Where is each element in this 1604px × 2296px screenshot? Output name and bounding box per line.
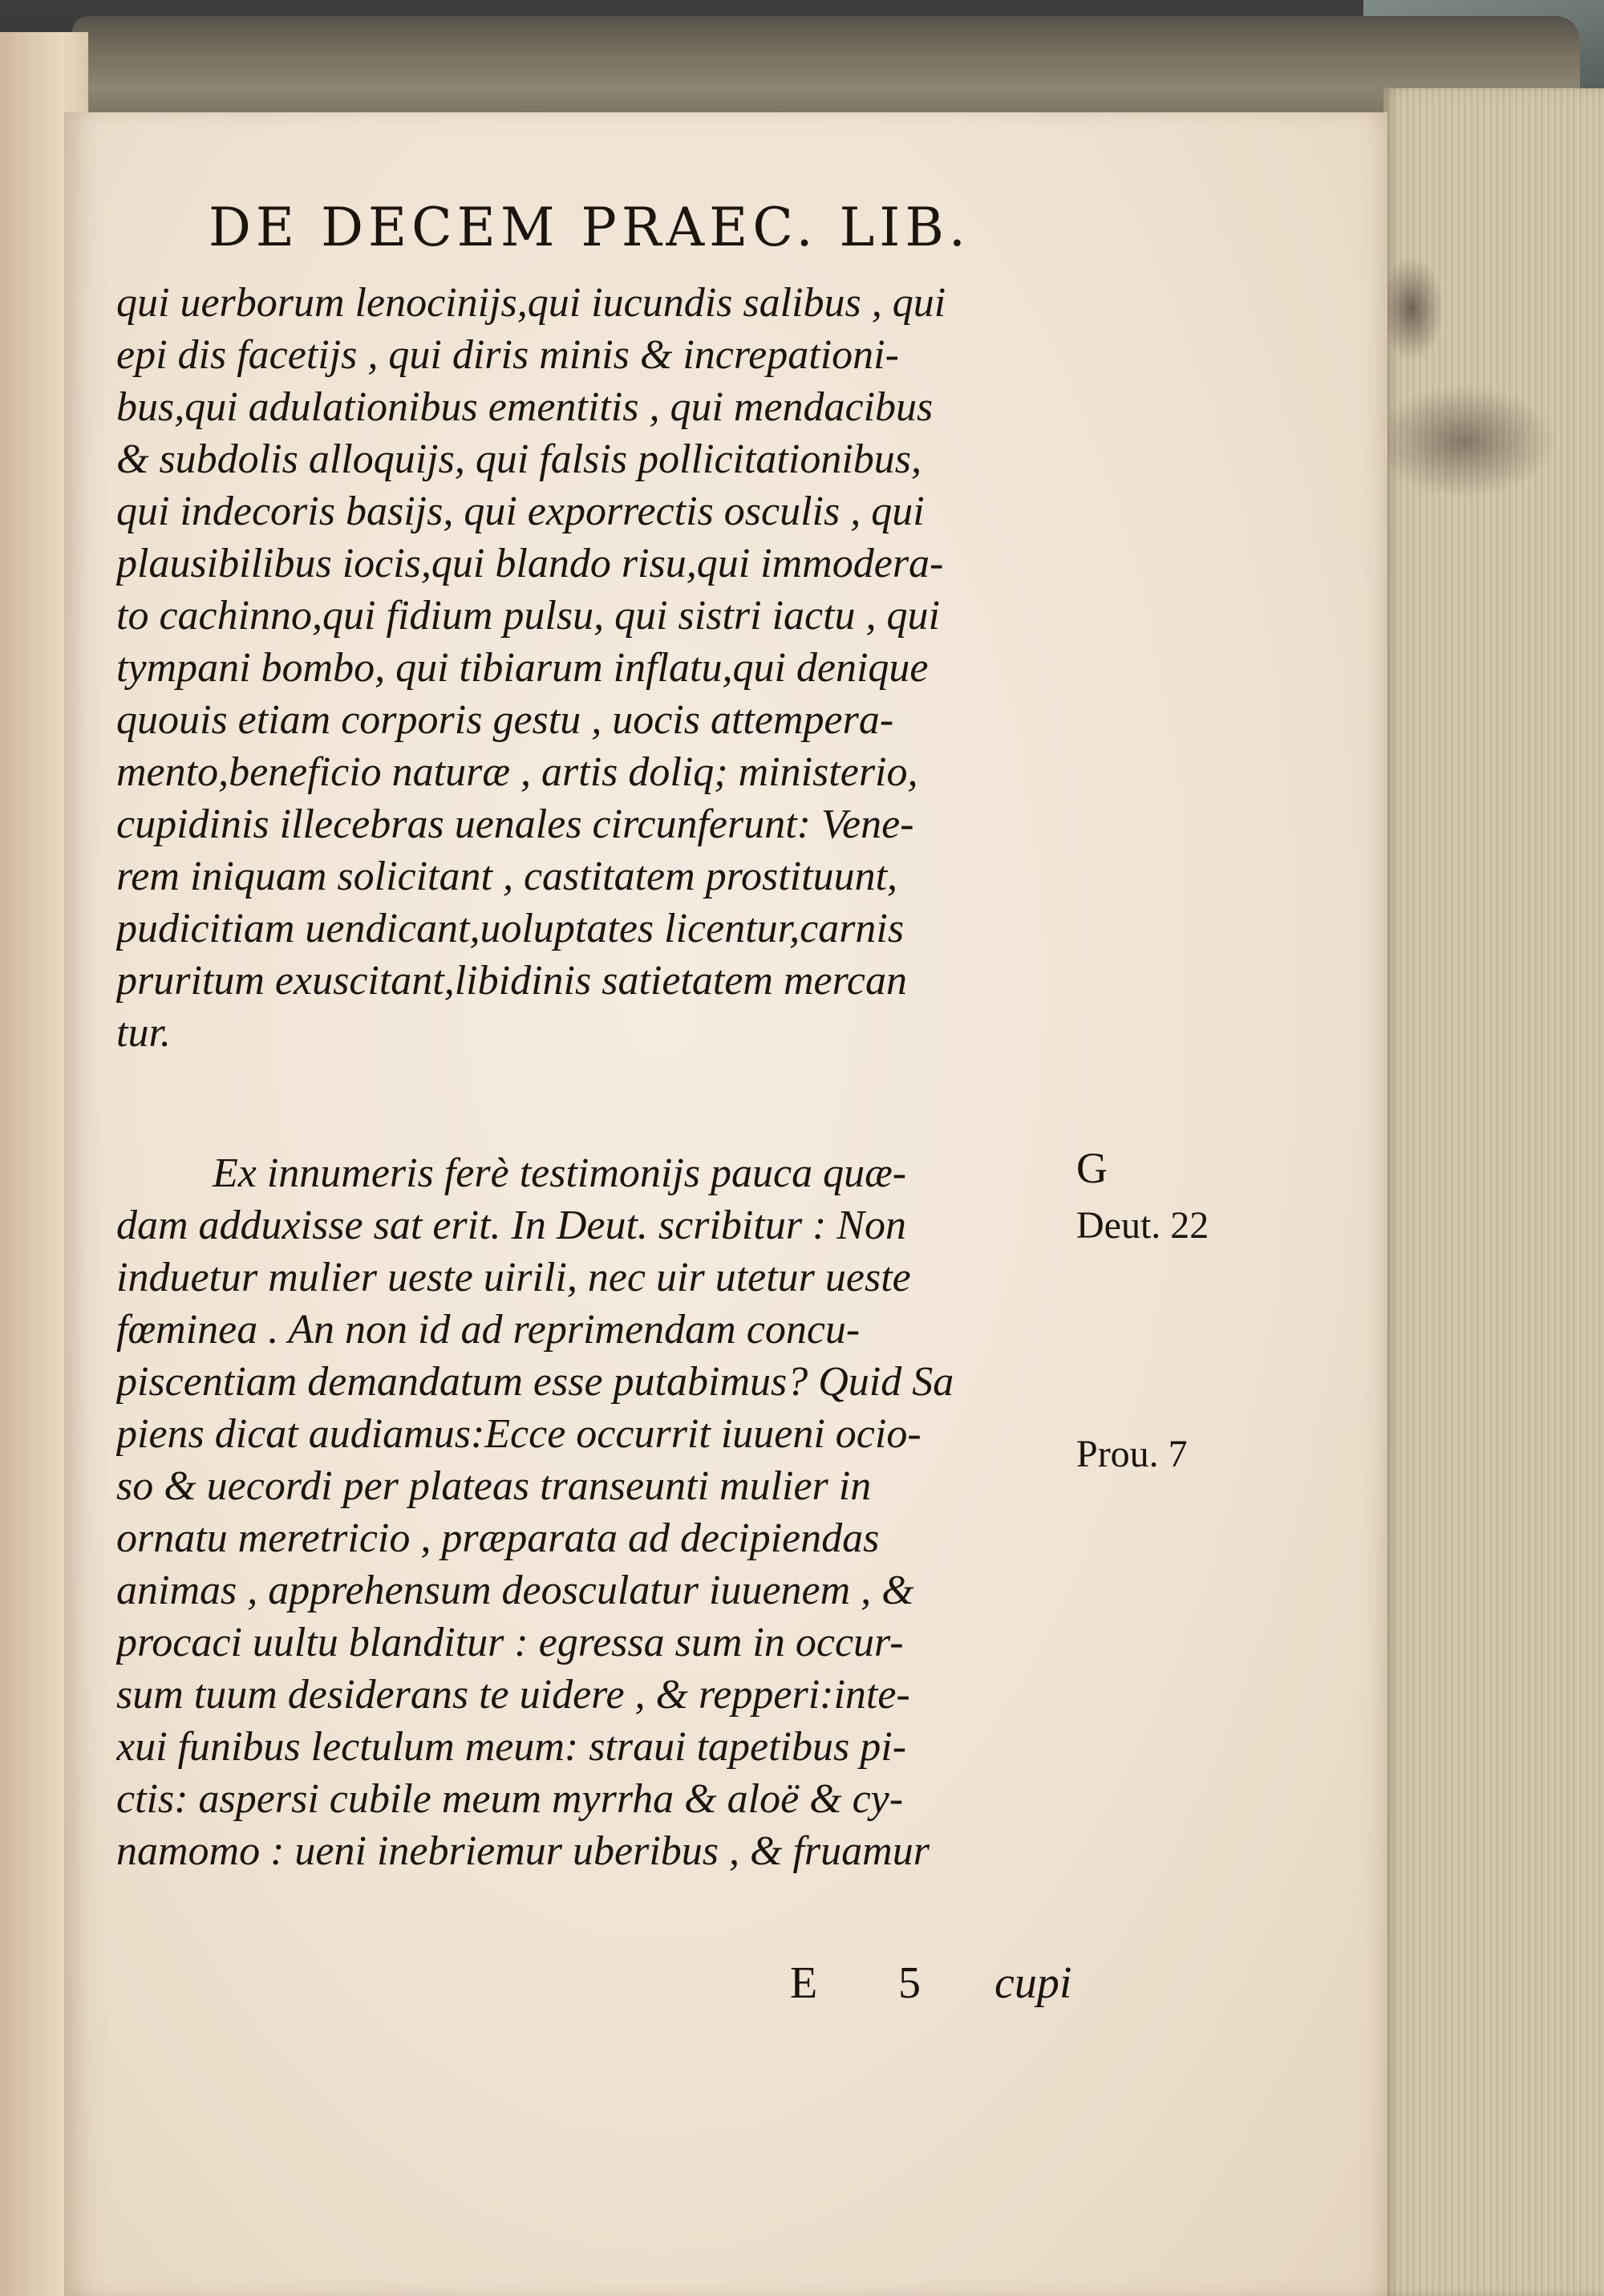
text-line: Ex innumeris ferè testimonijs pauca quæ- [213,1150,907,1196]
text-line: tympani bombo, qui tibiarum inflatu,qui denique [116,645,929,691]
text-line: ctis: aspersi cubile meum myrrha & aloë & cy- [116,1776,904,1822]
text-line: & subdolis alloquijs, qui falsis pollicitationibus, [116,436,921,482]
signature-letter: E [790,1958,818,2008]
paragraph-2 [116,1147,1095,1877]
running-head: DE DECEM PRAEC. LIB. [209,197,970,258]
text-line: induetur mulier ueste uirili, nec uir utetur ueste [116,1255,911,1300]
fore-edge-stain [1371,385,1556,497]
text-line: ornatu meretricio , præparata ad decipiendas [116,1515,880,1561]
text-line: plausibilibus iocis,qui blando risu,qui immodera- [116,541,944,586]
text-line: quouis etiam corporis gestu , uocis attempera- [116,697,894,743]
text-line: so & uecordi per plateas transeunti mulier in [116,1463,872,1509]
fore-edge-stain [1379,257,1444,361]
text-line: dam adduxisse sat erit. In Deut. scribitur : Non [116,1203,907,1248]
text-line: sum tuum desiderans te uidere , & repperi:inte- [116,1672,910,1718]
text-line: bus,qui adulationibus ementitis , qui mendacibus [116,384,934,430]
text-line: tur. [116,1010,171,1056]
text-line: cupidinis illecebras uenales circunferunt: Vene- [116,801,914,847]
catchword: cupi [994,1958,1072,2008]
margin-note-deuteronomy: Deut. 22 [1076,1204,1209,1247]
text-line: namomo : ueni inebriemur uberibus , & fruamur [116,1828,930,1874]
signature-number: 5 [898,1958,921,2008]
text-line: animas , apprehensum deosculatur iuuenem , & [116,1568,914,1613]
text-line: mento,beneficio naturæ , artis doliq; ministerio, [116,749,918,795]
margin-note-section-letter: G [1076,1144,1108,1192]
text-line: epi dis facetijs , qui diris minis & increpationi- [116,332,899,378]
text-line: qui indecoris basijs, qui exporrectis osculis , qui [116,489,925,534]
text-line: pruritum exuscitant,libidinis satietatem mercan [116,958,907,1004]
text-line: fœminea . An non id ad reprimendam concu- [116,1307,861,1353]
text-line: pudicitiam uendicant,uoluptates licentur,carnis [116,906,905,951]
text-line: xui funibus lectulum meum: straui tapetibus pi- [116,1724,907,1770]
margin-note-proverbs: Prou. 7 [1076,1433,1188,1475]
text-line: rem iniquam solicitant , castitatem prostituunt, [116,854,898,899]
text-line: qui uerborum lenocinijs,qui iucundis salibus , qui [116,280,946,326]
text-line: piens dicat audiamus:Ecce occurrit iuueni ocio- [116,1411,921,1457]
text-line: to cachinno,qui fidium pulsu, qui sistri iactu , qui [116,593,940,639]
text-line: piscentiam demandatum esse putabimus? Quid Sa [116,1359,954,1405]
text-line: procaci uultu blanditur : egressa sum in occur- [116,1620,904,1665]
paragraph-1 [116,277,1095,1059]
